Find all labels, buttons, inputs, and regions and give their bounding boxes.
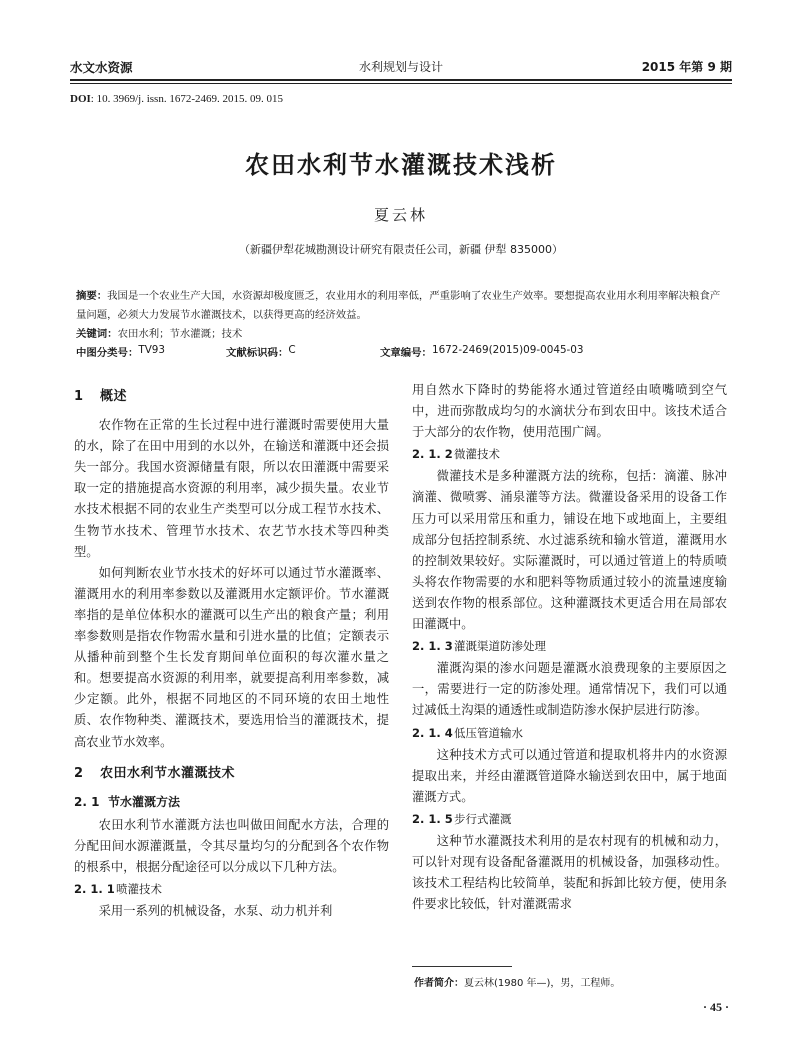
running-header — [70, 56, 732, 78]
paragraph: 微灌技术是多种灌溉方法的统称，包括：滴灌、脉冲滴灌、微喷雾、涌泉灌等方法。微灌设备采用的设备工作压力可以采用常压和重力，铺设在地下或地面上，主要组成部分包括控制系统、水过滤系统和输水管道，灌溉用水的控制效果较好。实际灌溉时，可以通过管道上的特质喷头将农作物需要的水和肥料等物质通过较小的流量速度输送到农作物的根系部位。这种灌溉技术更适合用在局部农田灌溉中。 — [412, 469, 727, 632]
header-rule-thick — [70, 79, 732, 81]
right-column — [412, 380, 727, 915]
keywords-text: 农田水利；节水灌溉；技术 — [117, 328, 243, 340]
paragraph: 这种节水灌溉技术利用的是农村现有的机械和动力，可以针对现有设备配备灌溉用的机械设备，加强移动性。该技术工程结构比较简单，装配和拆卸比较方便，使用条件要求比较低，针对灌溉需求 — [412, 833, 727, 912]
header-rule-thin — [70, 83, 732, 84]
paper-title: 农田水利节水灌溉技术浅析 — [245, 151, 557, 179]
abstract-label: 摘要： — [76, 290, 108, 302]
section-heading-2: 2 农田水利节水灌溉技术 — [74, 765, 236, 781]
footnote-label: 作者简介： — [414, 978, 464, 989]
issue-label: 2015 年第 9 期 — [641, 60, 732, 74]
clc-code: 中图分类号： TV93 — [76, 344, 166, 359]
keywords — [76, 325, 726, 344]
section-name: 水利规划与设计 — [358, 60, 443, 74]
paragraph: 农田水利节水灌溉方法也叫做田间配水方法，合理的分配田间水源灌溉量，令其尽量均匀的分配到各个农作物的根系中，根据分配途径可以分成以下几种方法。 — [74, 817, 389, 874]
doc-code: 文献标识码： C — [226, 344, 296, 359]
doi-line — [70, 93, 283, 105]
paper-author: 夏云林 — [373, 206, 428, 224]
subsubsection-heading-2-1-5: 2. 1. 5步行式灌溉 — [412, 811, 512, 826]
classification-row — [76, 344, 726, 362]
keywords-label: 关键词： — [76, 328, 118, 340]
subsection-heading-2-1: 2. 1 节水灌溉方法 — [74, 794, 181, 809]
paragraph: 如何判断农业节水技术的好坏可以通过节水灌溉率、灌溉用水的利用率参数以及灌溉用水定额评价。节水灌溉率指的是单位体积水的灌溉可以生产出的粮食产量；利用率参数则是指农作物需水量和引进水量的比值；定额表示从播种前到整个生长发育期间单位面积的每次灌水量之和。想要提高水资源的利用率，就要提高利用率参数，减少定额。此外，根据不同地区的不同环境的农田土地性质、农作物种类、灌溉技术，要选用恰当的灌溉技术，提高农业节水效率。 — [74, 565, 389, 749]
footnote-rule — [412, 966, 512, 967]
section-heading-1: 1 概述 — [74, 389, 128, 404]
article-code: 文章编号： 1672-2469(2015)09-0045-03 — [380, 344, 584, 359]
left-column — [74, 380, 389, 922]
footnote-text: 夏云林(1980 年—)，男，工程师。 — [464, 978, 621, 989]
abstract — [76, 287, 726, 325]
paragraph: 灌溉沟渠的渗水问题是灌溉水浪费现象的主要原因之一，需要进行一定的防渗处理。通常情况下，我们可以通过减低土沟渠的通透性或制造防渗水保护层进行防渗。 — [412, 661, 727, 718]
paragraph: 采用一系列的机械设备，水泵、动力机并利 — [98, 904, 333, 919]
abstract-block — [76, 287, 726, 344]
author-footnote — [414, 974, 620, 989]
paragraph: 这种技术方式可以通过管道和提取机将井内的水资源提取出来，并经由灌溉管道降水输送到农田中，属于地面灌溉方式。 — [412, 747, 727, 804]
doi-value: : 10. 3969/j. issn. 1672-2469. 2015. 09. 015 — [90, 93, 283, 105]
subsubsection-heading-2-1-1: 2. 1. 1喷灌技术 — [74, 882, 162, 897]
subsubsection-heading-2-1-4: 2. 1. 4低压管道输水 — [412, 725, 523, 740]
subsubsection-heading-2-1-2: 2. 1. 2微灌技术 — [412, 447, 500, 462]
abstract-text: 我国是一个农业生产大国，水资源却极度匮乏，农业用水的利用率低，严重影响了农业生产效率。要想提高农业用水利用率解决粮食产量问题，必须大力发展节水灌溉技术，以获得更高的经济效益。 — [76, 290, 721, 321]
subsubsection-heading-2-1-3: 2. 1. 3灌溉渠道防渗处理 — [412, 639, 546, 654]
author-affiliation: （新疆伊犁花城勘测设计研究有限责任公司，新疆 伊犁 835000） — [239, 243, 563, 256]
paragraph: 用自然水下降时的势能将水通过管道经由喷嘴喷到空气中，进而弥散成均匀的水滴状分布到农田中。该技术适合于大部分的农作物，使用范围广阔。 — [412, 383, 727, 440]
page-number: · 45 · — [702, 1000, 729, 1014]
doi-label: DOI — [70, 93, 91, 105]
journal-name: 水文水资源 — [70, 60, 133, 75]
paragraph: 农作物在正常的生长过程中进行灌溉时需要使用大量的水，除了在田中用到的水以外，在输送和灌溉中还会损失一部分。我国水资源储量有限，所以农田灌溉中需要采取一定的措施提高水资源的利用率，减少损失量。农业节水技术根据不同的农业生产类型可以分成工程节水技术、生物节水技术、管理节水技术、农艺节水技术等四种类型。 — [74, 418, 389, 559]
